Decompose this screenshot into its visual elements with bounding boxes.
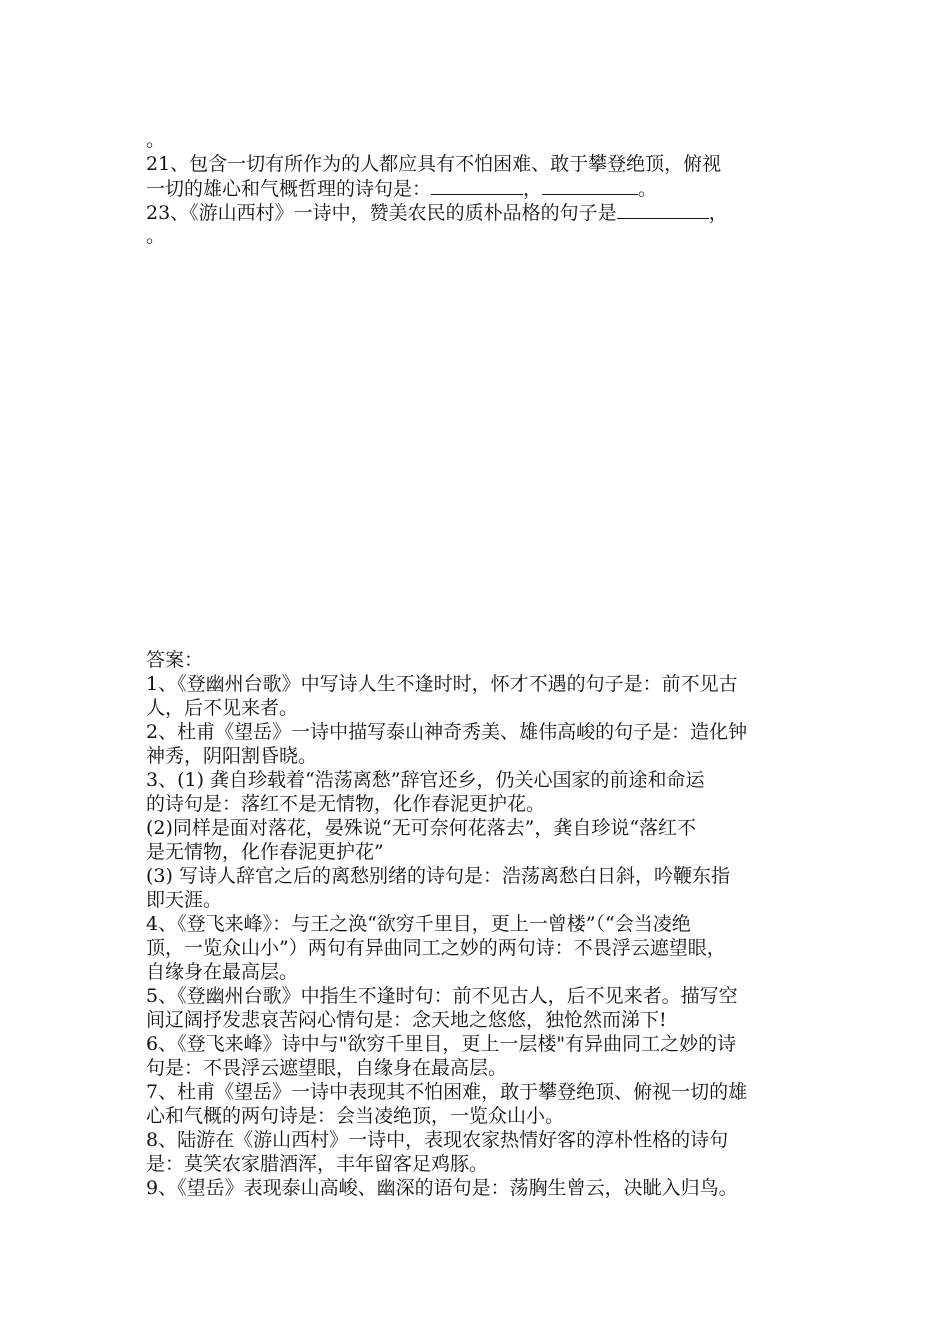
question-21-line-2 xyxy=(146,176,810,200)
answer-line: 5、《登幽州台歌》中指生不逢时句：前不见古人，后不见来者。描写空 xyxy=(146,985,738,1007)
answer-line: 是无情物，化作春泥更护花” xyxy=(146,841,384,863)
answer-blank-21b[interactable] xyxy=(542,176,638,195)
answer-line: 4、《登飞来峰》：与王之涣“欲穷千里目，更上一曾楼”（“会当凌绝 xyxy=(146,913,691,935)
answer-line: 9、《望岳》表现泰山高峻、幽深的语句是：荡胸生曾云，决眦入归鸟。 xyxy=(146,1177,738,1199)
question-23-line-1 xyxy=(146,200,810,224)
answer-line: 人，后不见来者。 xyxy=(146,697,299,719)
question-21-prompt: 一切的雄心和气概哲理的诗句是： xyxy=(146,178,432,200)
answer-line: 6、《登飞来峰》诗中与"欲穷千里目，更上一层楼"有异曲同工之妙的诗 xyxy=(146,1033,737,1055)
answer-line: 顶，一览众山小”）两句有异曲同工之妙的两句诗：不畏浮云遮望眼， xyxy=(146,937,726,959)
stray-period-line: 。 xyxy=(146,129,166,151)
answers-section xyxy=(146,648,810,1200)
answers-heading: 答案： xyxy=(146,649,204,671)
answer-line: 的诗句是：落红不是无情物，化作春泥更护花。 xyxy=(146,793,546,815)
answer-blank-21a[interactable] xyxy=(431,176,523,195)
answer-line: 8、陆游在《游山西村》一诗中，表现农家热情好客的淳朴性格的诗句 xyxy=(146,1129,729,1151)
answer-line: 3、(1) 龚自珍载着“浩荡离愁”辞官还乡，仍关心国家的前途和命运 xyxy=(146,769,705,791)
answer-line: (2)同样是面对落花，晏殊说“无可奈何花落去”，龚自珍说“落红不 xyxy=(146,817,697,839)
answer-line: 即天涯。 xyxy=(146,889,223,911)
question-23-prompt: 23、《游山西村》一诗中，赞美农民的质朴品格的句子是 xyxy=(146,202,617,224)
answer-blank-23[interactable] xyxy=(617,200,709,219)
question-21-separator: ， xyxy=(523,178,543,200)
answer-line: 7、杜甫《望岳》一诗中表现其不怕困难，敢于攀登绝顶、俯视一切的雄 xyxy=(146,1081,748,1103)
answer-line: 间辽阔抒发悲哀苦闷心情句是：念天地之悠悠，独怆然而涕下! xyxy=(146,1009,667,1031)
question-21-line-1: 21、包含一切有所作为的人都应具有不怕困难、敢于攀登绝顶，俯视 xyxy=(146,153,722,175)
answer-line: 神秀，阴阳割昏晓。 xyxy=(146,745,318,767)
answer-line: 自缘身在最高层。 xyxy=(146,961,299,983)
question-23-separator: ， xyxy=(708,202,728,224)
answer-line: (3) 写诗人辞官之后的离愁别绪的诗句是：浩荡离愁白日斜，吟鞭东指 xyxy=(146,865,730,887)
question-23-line-2: 。 xyxy=(146,225,166,247)
question-21-end: 。 xyxy=(638,178,658,200)
answer-line: 1、《登幽州台歌》中写诗人生不逢时时，怀才不遇的句子是：前不见古 xyxy=(146,673,738,695)
answer-line: 2、杜甫《望岳》一诗中描写泰山神奇秀美、雄伟高峻的句子是：造化钟 xyxy=(146,721,748,743)
answer-line: 是：莫笑农家腊酒浑，丰年留客足鸡豚。 xyxy=(146,1153,489,1175)
answer-line: 句是：不畏浮云遮望眼，自缘身在最高层。 xyxy=(146,1057,508,1079)
questions-section xyxy=(146,128,810,248)
answer-line: 心和气概的两句诗是：会当凌绝顶，一览众山小。 xyxy=(146,1105,565,1127)
